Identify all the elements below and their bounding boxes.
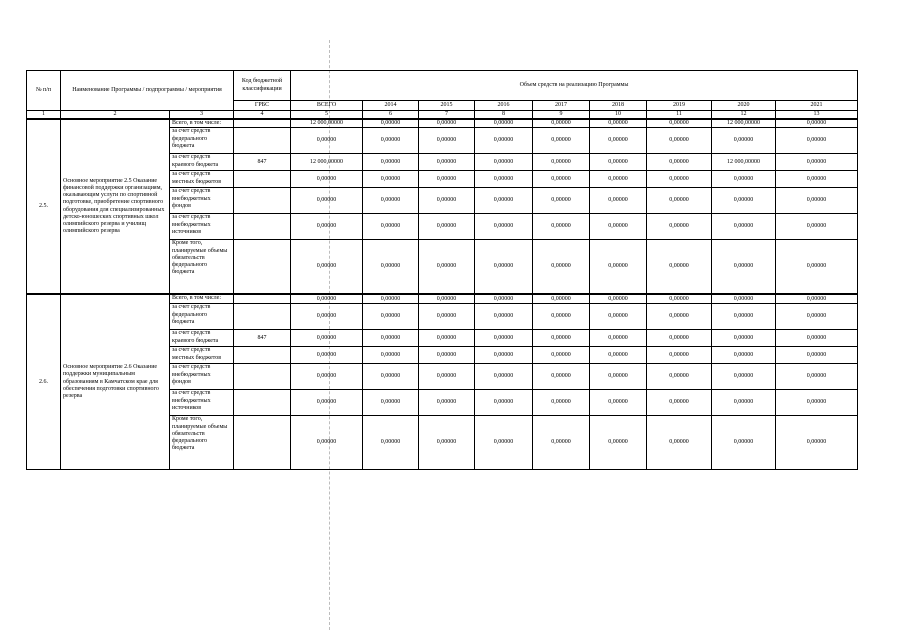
amount-cell: 0,00000 <box>363 330 419 347</box>
amount-cell: 0,00000 <box>647 154 712 171</box>
amount-cell: 0,00000 <box>776 240 858 294</box>
amount-cell: 0,00000 <box>590 304 647 330</box>
amount-cell: 0,00000 <box>363 171 419 188</box>
amount-cell: 0,00000 <box>590 119 647 128</box>
amount-cell: 0,00000 <box>647 390 712 416</box>
amount-cell: 0,00000 <box>291 330 363 347</box>
amount-cell: 0,00000 <box>475 364 533 390</box>
amount-cell: 0,00000 <box>419 416 475 470</box>
amount-cell: 0,00000 <box>363 240 419 294</box>
column-number-11: 12 <box>712 111 776 120</box>
amount-cell: 0,00000 <box>776 390 858 416</box>
funding-source: за счет средств краевого бюджета <box>170 154 234 171</box>
amount-cell: 0,00000 <box>647 416 712 470</box>
grbs-cell <box>234 364 291 390</box>
amount-cell: 0,00000 <box>291 347 363 364</box>
funding-source: Кроме того, планируемые объемы обязательств федерального бюджета <box>170 416 234 470</box>
amount-cell: 12 000,00000 <box>291 154 363 171</box>
amount-cell: 0,00000 <box>712 304 776 330</box>
amount-cell: 0,00000 <box>533 240 590 294</box>
amount-cell: 0,00000 <box>647 304 712 330</box>
amount-cell: 0,00000 <box>533 294 590 304</box>
amount-cell: 0,00000 <box>712 390 776 416</box>
header-year-3: 2016 <box>475 101 533 111</box>
amount-cell: 0,00000 <box>419 171 475 188</box>
funding-source: за счет средств внебюджетных источников <box>170 214 234 240</box>
amount-cell: 0,00000 <box>363 154 419 171</box>
column-number-9: 10 <box>590 111 647 120</box>
amount-cell: 0,00000 <box>363 119 419 128</box>
amount-cell: 0,00000 <box>776 304 858 330</box>
amount-cell: 0,00000 <box>363 214 419 240</box>
amount-cell: 0,00000 <box>475 128 533 154</box>
column-number-7: 8 <box>475 111 533 120</box>
amount-cell: 0,00000 <box>590 188 647 214</box>
amount-cell: 0,00000 <box>533 214 590 240</box>
grbs-cell <box>234 214 291 240</box>
funding-source: за счет средств федерального бюджета <box>170 128 234 154</box>
funding-source: за счет средств внебюджетных фондов <box>170 188 234 214</box>
grbs-cell <box>234 304 291 330</box>
header-grbs: ГРБС <box>234 101 291 111</box>
block-number: 2.5. <box>27 119 61 294</box>
amount-cell: 0,00000 <box>475 416 533 470</box>
amount-cell: 0,00000 <box>363 416 419 470</box>
amount-cell: 0,00000 <box>291 304 363 330</box>
amount-cell: 0,00000 <box>647 330 712 347</box>
amount-cell: 0,00000 <box>291 364 363 390</box>
amount-cell: 12 000,00000 <box>712 154 776 171</box>
funding-source: за счет средств местных бюджетов <box>170 171 234 188</box>
column-number-0: 1 <box>27 111 61 120</box>
header-code: Код бюджетной классификации <box>234 71 291 101</box>
header-year-4: 2017 <box>533 101 590 111</box>
grbs-cell <box>234 240 291 294</box>
grbs-cell <box>234 347 291 364</box>
amount-cell: 0,00000 <box>291 240 363 294</box>
amount-cell: 0,00000 <box>419 304 475 330</box>
amount-cell: 0,00000 <box>533 347 590 364</box>
amount-cell: 0,00000 <box>776 128 858 154</box>
amount-cell: 0,00000 <box>712 188 776 214</box>
grbs-cell <box>234 416 291 470</box>
amount-cell: 0,00000 <box>533 188 590 214</box>
amount-cell: 0,00000 <box>776 416 858 470</box>
column-number-10: 11 <box>647 111 712 120</box>
header-year-7: 2020 <box>712 101 776 111</box>
grbs-cell <box>234 294 291 304</box>
funding-source: за счет средств федерального бюджета <box>170 304 234 330</box>
amount-cell: 0,00000 <box>647 119 712 128</box>
funding-source: за счет средств местных бюджетов <box>170 347 234 364</box>
column-number-2: 3 <box>170 111 234 120</box>
amount-cell: 0,00000 <box>475 214 533 240</box>
block-title: Основное мероприятие 2.5 Оказание финансовой поддержки организациям, оказывающим услуги по спортивной подготовке, приобретение спортивного оборудования для специализированных детско-юношеских спортивных школ олимпийского резерва и училищ олимпийского резерва <box>61 119 170 294</box>
amount-cell: 0,00000 <box>647 347 712 364</box>
amount-cell: 0,00000 <box>363 364 419 390</box>
amount-cell: 0,00000 <box>712 330 776 347</box>
amount-cell: 0,00000 <box>419 330 475 347</box>
amount-cell: 0,00000 <box>590 390 647 416</box>
amount-cell: 0,00000 <box>647 214 712 240</box>
amount-cell: 0,00000 <box>776 154 858 171</box>
amount-cell: 0,00000 <box>590 416 647 470</box>
amount-cell: 0,00000 <box>363 128 419 154</box>
block-title: Основное мероприятие 2.6 Оказание поддержки муниципальным образованиям в Камчатском крае для обеспечения подготовки спортивного резерва <box>61 294 170 470</box>
amount-cell: 0,00000 <box>647 364 712 390</box>
header-year-5: 2018 <box>590 101 647 111</box>
amount-cell: 0,00000 <box>419 294 475 304</box>
amount-cell: 0,00000 <box>419 347 475 364</box>
table-row <box>27 119 858 128</box>
column-number-8: 9 <box>533 111 590 120</box>
amount-cell: 0,00000 <box>291 171 363 188</box>
amount-cell: 0,00000 <box>475 294 533 304</box>
amount-cell: 0,00000 <box>475 188 533 214</box>
amount-cell: 0,00000 <box>363 294 419 304</box>
amount-cell: 0,00000 <box>419 188 475 214</box>
amount-cell: 0,00000 <box>647 128 712 154</box>
table-row <box>27 294 858 304</box>
amount-cell: 0,00000 <box>475 119 533 128</box>
header-year-1: 2014 <box>363 101 419 111</box>
column-number-3: 4 <box>234 111 291 120</box>
header-year-8: 2021 <box>776 101 858 111</box>
amount-cell: 0,00000 <box>590 347 647 364</box>
funding-source: Кроме того, планируемые объемы обязательств федерального бюджета <box>170 240 234 294</box>
funding-source: за счет средств краевого бюджета <box>170 330 234 347</box>
amount-cell: 0,00000 <box>590 330 647 347</box>
amount-cell: 0,00000 <box>363 347 419 364</box>
column-number-12: 13 <box>776 111 858 120</box>
amount-cell: 0,00000 <box>647 294 712 304</box>
funding-source: за счет средств внебюджетных источников <box>170 390 234 416</box>
amount-cell: 0,00000 <box>590 240 647 294</box>
amount-cell: 0,00000 <box>533 154 590 171</box>
funding-source: Всего, в том числе: <box>170 119 234 128</box>
amount-cell: 0,00000 <box>291 214 363 240</box>
amount-cell: 0,00000 <box>712 364 776 390</box>
amount-cell: 0,00000 <box>647 188 712 214</box>
amount-cell: 0,00000 <box>712 416 776 470</box>
amount-cell: 0,00000 <box>475 304 533 330</box>
column-number-row <box>27 111 858 120</box>
amount-cell: 0,00000 <box>419 240 475 294</box>
header-row-1 <box>27 71 858 101</box>
header-num: № п/п <box>27 71 61 111</box>
grbs-cell: 847 <box>234 154 291 171</box>
amount-cell: 0,00000 <box>533 128 590 154</box>
amount-cell: 0,00000 <box>419 390 475 416</box>
amount-cell: 0,00000 <box>291 416 363 470</box>
amount-cell: 0,00000 <box>590 171 647 188</box>
amount-cell: 0,00000 <box>776 294 858 304</box>
amount-cell: 0,00000 <box>291 294 363 304</box>
grbs-cell <box>234 128 291 154</box>
amount-cell: 0,00000 <box>590 128 647 154</box>
block-number: 2.6. <box>27 294 61 470</box>
amount-cell: 0,00000 <box>776 347 858 364</box>
amount-cell: 0,00000 <box>712 240 776 294</box>
column-number-5: 6 <box>363 111 419 120</box>
amount-cell: 12 000,00000 <box>291 119 363 128</box>
amount-cell: 0,00000 <box>712 294 776 304</box>
amount-cell: 0,00000 <box>776 364 858 390</box>
column-number-4: 5 <box>291 111 363 120</box>
amount-cell: 0,00000 <box>419 364 475 390</box>
amount-cell: 0,00000 <box>291 128 363 154</box>
amount-cell: 0,00000 <box>776 119 858 128</box>
amount-cell: 0,00000 <box>475 240 533 294</box>
amount-cell: 0,00000 <box>533 416 590 470</box>
header-name: Наименование Программы / подпрограммы / мероприятия <box>61 71 234 111</box>
amount-cell: 0,00000 <box>533 390 590 416</box>
amount-cell: 0,00000 <box>533 364 590 390</box>
amount-cell: 0,00000 <box>533 304 590 330</box>
amount-cell: 0,00000 <box>363 304 419 330</box>
amount-cell: 0,00000 <box>419 119 475 128</box>
amount-cell: 0,00000 <box>647 171 712 188</box>
amount-cell: 0,00000 <box>712 347 776 364</box>
header-volume: Объем средств на реализацию Программы <box>291 71 858 101</box>
amount-cell: 0,00000 <box>363 390 419 416</box>
amount-cell: 0,00000 <box>590 294 647 304</box>
amount-cell: 0,00000 <box>533 119 590 128</box>
amount-cell: 0,00000 <box>533 330 590 347</box>
budget-table-sheet <box>26 70 857 470</box>
amount-cell: 0,00000 <box>419 214 475 240</box>
funding-source: за счет средств внебюджетных фондов <box>170 364 234 390</box>
amount-cell: 0,00000 <box>776 171 858 188</box>
grbs-cell: 847 <box>234 330 291 347</box>
amount-cell: 0,00000 <box>475 171 533 188</box>
budget-table <box>26 70 858 470</box>
header-year-6: 2019 <box>647 101 712 111</box>
amount-cell: 0,00000 <box>291 390 363 416</box>
amount-cell: 0,00000 <box>475 390 533 416</box>
amount-cell: 0,00000 <box>590 154 647 171</box>
amount-cell: 0,00000 <box>533 171 590 188</box>
grbs-cell <box>234 390 291 416</box>
amount-cell: 0,00000 <box>363 188 419 214</box>
header-year-0: ВСЕГО <box>291 101 363 111</box>
amount-cell: 0,00000 <box>590 364 647 390</box>
amount-cell: 0,00000 <box>475 330 533 347</box>
column-number-1: 2 <box>61 111 170 120</box>
funding-source: Всего, в том числе: <box>170 294 234 304</box>
amount-cell: 0,00000 <box>776 214 858 240</box>
column-number-6: 7 <box>419 111 475 120</box>
grbs-cell <box>234 119 291 128</box>
amount-cell: 0,00000 <box>590 214 647 240</box>
header-year-2: 2015 <box>419 101 475 111</box>
amount-cell: 12 000,00000 <box>712 119 776 128</box>
amount-cell: 0,00000 <box>419 154 475 171</box>
amount-cell: 0,00000 <box>475 347 533 364</box>
amount-cell: 0,00000 <box>712 171 776 188</box>
amount-cell: 0,00000 <box>776 188 858 214</box>
amount-cell: 0,00000 <box>419 128 475 154</box>
grbs-cell <box>234 188 291 214</box>
amount-cell: 0,00000 <box>712 128 776 154</box>
amount-cell: 0,00000 <box>291 188 363 214</box>
amount-cell: 0,00000 <box>776 330 858 347</box>
amount-cell: 0,00000 <box>712 214 776 240</box>
grbs-cell <box>234 171 291 188</box>
amount-cell: 0,00000 <box>475 154 533 171</box>
amount-cell: 0,00000 <box>647 240 712 294</box>
